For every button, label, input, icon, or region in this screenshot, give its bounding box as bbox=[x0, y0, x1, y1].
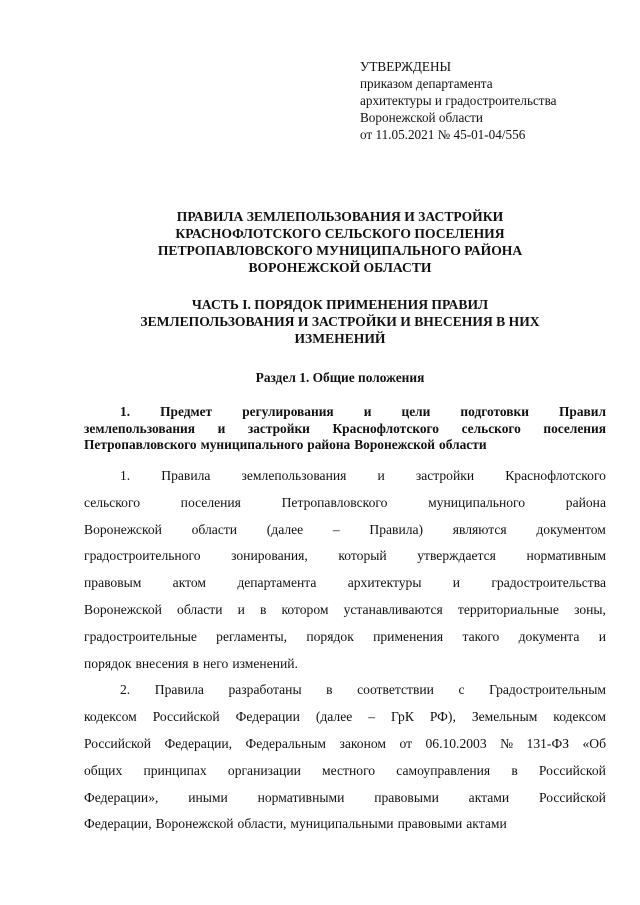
approval-stamp bbox=[360, 58, 630, 143]
section-title: Раздел 1. Общие положения bbox=[255, 370, 425, 385]
part-title-line: ИЗМЕНЕНИЙ bbox=[294, 331, 386, 346]
word: соответствии bbox=[357, 682, 434, 698]
word: 06.10.2003 bbox=[425, 735, 487, 751]
word: Российской bbox=[538, 789, 606, 805]
title-line: ПРАВИЛА ЗЕМЛЕПОЛЬЗОВАНИЯ И ЗАСТРОЙКИ bbox=[176, 209, 504, 224]
word: и bbox=[377, 468, 385, 483]
word: застройки bbox=[247, 420, 310, 436]
word: 2. bbox=[120, 682, 131, 698]
word: правовыми bbox=[374, 789, 439, 805]
word: Краснофлотского bbox=[332, 420, 439, 436]
approval-line: архитектуры и градостроительства bbox=[360, 93, 557, 108]
word: № bbox=[500, 735, 514, 751]
word: Воронежской bbox=[354, 437, 436, 452]
word: законом bbox=[339, 735, 386, 751]
approval-line: Воронежской области bbox=[360, 110, 483, 125]
word: разработаны bbox=[228, 682, 302, 698]
word: муниципальными bbox=[290, 816, 394, 832]
word: от bbox=[399, 735, 413, 751]
clause-line bbox=[84, 704, 606, 731]
word: и bbox=[217, 420, 226, 436]
word: актами bbox=[466, 816, 507, 832]
word: актами bbox=[468, 789, 510, 805]
word: организации bbox=[227, 762, 301, 778]
word: цели bbox=[401, 404, 431, 419]
word: применения bbox=[373, 628, 444, 644]
word: Воронежской bbox=[84, 601, 162, 617]
approval-heading: УТВЕРЖДЕНЫ bbox=[360, 59, 452, 74]
title-line: КРАСНОФЛОТСКОГО СЕЛЬСКОГО ПОСЕЛЕНИЯ bbox=[175, 226, 505, 241]
word: Воронежской bbox=[155, 816, 234, 832]
word: сельского bbox=[84, 494, 140, 510]
word: застройки bbox=[415, 468, 475, 483]
word: изменений. bbox=[232, 655, 298, 671]
article-line bbox=[84, 421, 606, 438]
word: – bbox=[368, 709, 376, 725]
word: Земельным bbox=[471, 709, 538, 725]
word: области bbox=[177, 601, 223, 617]
word: Воронежской bbox=[84, 521, 162, 537]
word: района bbox=[307, 437, 351, 452]
word: (далее bbox=[315, 709, 353, 725]
word: принципах bbox=[143, 762, 207, 778]
part-title-line: ЗЕМЛЕПОЛЬЗОВАНИЯ И ЗАСТРОЙКИ И ВНЕСЕНИЯ В НИХ bbox=[140, 314, 540, 329]
word: порядок bbox=[306, 628, 354, 644]
word: области, bbox=[237, 816, 287, 832]
clause-line bbox=[84, 731, 606, 758]
word: РФ), bbox=[429, 709, 456, 725]
word: архитектуры bbox=[347, 575, 422, 591]
word: в bbox=[259, 601, 267, 617]
word: и bbox=[363, 404, 372, 419]
word: самоуправления bbox=[396, 762, 491, 778]
word: муниципального bbox=[428, 494, 526, 510]
word: него bbox=[202, 655, 229, 671]
word: Российской bbox=[538, 762, 606, 778]
word: Петропавловского bbox=[281, 494, 388, 510]
word: землепользования bbox=[241, 468, 347, 483]
title-line: ПЕТРОПАВЛОВСКОГО МУНИЦИПАЛЬНОГО РАЙОНА bbox=[157, 243, 523, 258]
word: Правила) bbox=[369, 521, 424, 537]
word: департамента bbox=[237, 575, 317, 591]
word: зоны, bbox=[574, 601, 606, 617]
word: Федерации bbox=[235, 709, 300, 725]
word: землепользования bbox=[84, 420, 195, 436]
clause-line bbox=[84, 570, 606, 597]
word: кодексом bbox=[553, 709, 606, 725]
clause-line bbox=[84, 811, 606, 838]
word: нормативными bbox=[257, 789, 345, 805]
word: зонирования, bbox=[231, 548, 308, 564]
word: поселения bbox=[180, 494, 241, 510]
word: сельского bbox=[461, 420, 521, 436]
word: Правил bbox=[558, 404, 606, 419]
word: ГрК bbox=[391, 709, 414, 725]
word: с bbox=[458, 682, 465, 698]
approval-line: приказом департамента bbox=[360, 76, 493, 91]
word: градостроительства bbox=[491, 575, 606, 591]
title-line: ВОРОНЕЖСКОЙ ОБЛАСТИ bbox=[248, 260, 432, 275]
word: кодексом bbox=[84, 709, 137, 725]
word: 1. bbox=[120, 468, 131, 483]
word: Российской bbox=[84, 735, 151, 751]
article-heading bbox=[84, 404, 606, 454]
word: 1. bbox=[120, 404, 131, 419]
clause-line bbox=[84, 597, 606, 624]
word: градостроительного bbox=[84, 548, 201, 564]
word: местного bbox=[322, 762, 376, 778]
part-title bbox=[80, 296, 600, 347]
word: (далее bbox=[266, 521, 304, 537]
clause-line bbox=[84, 651, 606, 678]
word: порядок bbox=[84, 655, 132, 671]
clause-line bbox=[84, 463, 606, 490]
word: поселения bbox=[543, 420, 606, 436]
word: Предмет bbox=[160, 404, 213, 419]
approval-date: от 11.05.2021 № 45-01-04/556 bbox=[360, 127, 526, 142]
word: регламенты, bbox=[216, 628, 288, 644]
word: который bbox=[338, 548, 387, 564]
word: Федеральным bbox=[245, 735, 327, 751]
word: в bbox=[192, 655, 199, 671]
word: Российской bbox=[152, 709, 220, 725]
article-line bbox=[84, 404, 606, 421]
word: Федерации, bbox=[164, 735, 233, 751]
word: в bbox=[326, 682, 333, 698]
word: иными bbox=[188, 789, 228, 805]
word: в bbox=[511, 762, 518, 778]
word: и bbox=[598, 628, 606, 644]
word: Градостроительным bbox=[489, 682, 606, 698]
word: области bbox=[439, 437, 487, 452]
word: являются bbox=[452, 521, 507, 537]
word: области bbox=[191, 521, 238, 537]
word: 131-ФЗ bbox=[526, 735, 569, 751]
word: такого bbox=[462, 628, 500, 644]
word: правовыми bbox=[397, 816, 463, 832]
article-line bbox=[84, 437, 606, 454]
clause-line bbox=[84, 490, 606, 517]
word: документом bbox=[536, 521, 606, 537]
word: правовым bbox=[84, 575, 142, 591]
word: утверждается bbox=[417, 548, 496, 564]
word: Петропавловского bbox=[84, 437, 197, 452]
word: Федерации», bbox=[84, 789, 159, 805]
word: градостроительные bbox=[84, 628, 197, 644]
clause-line bbox=[84, 758, 606, 785]
clause-line bbox=[84, 785, 606, 812]
clauses-body bbox=[84, 463, 606, 838]
clause-line bbox=[84, 677, 606, 704]
word: и bbox=[237, 601, 245, 617]
word: Правила bbox=[154, 682, 204, 698]
word: района bbox=[565, 494, 606, 510]
part-title-line: ЧАСТЬ I. ПОРЯДОК ПРИМЕНЕНИЯ ПРАВИЛ bbox=[191, 297, 489, 312]
word: актом bbox=[172, 575, 207, 591]
word: муниципального bbox=[200, 437, 304, 452]
clause-line bbox=[84, 517, 606, 544]
clause-line bbox=[84, 543, 606, 570]
word: котором bbox=[281, 601, 329, 617]
word: «Об bbox=[582, 735, 606, 751]
word: нормативным bbox=[526, 548, 606, 564]
clause-line bbox=[84, 624, 606, 651]
word: общих bbox=[84, 762, 123, 778]
word: территориальные bbox=[457, 601, 559, 617]
word: регулирования bbox=[242, 404, 334, 419]
word: Краснофлотского bbox=[505, 468, 606, 483]
word: и bbox=[452, 575, 461, 591]
word: – bbox=[332, 521, 340, 537]
word: устанавливаются bbox=[343, 601, 443, 617]
word: внесения bbox=[135, 655, 189, 671]
word: документа bbox=[518, 628, 580, 644]
document-title bbox=[70, 208, 610, 276]
word: Правила bbox=[161, 468, 211, 483]
word: Федерации, bbox=[84, 816, 152, 832]
word: подготовки bbox=[460, 404, 529, 419]
